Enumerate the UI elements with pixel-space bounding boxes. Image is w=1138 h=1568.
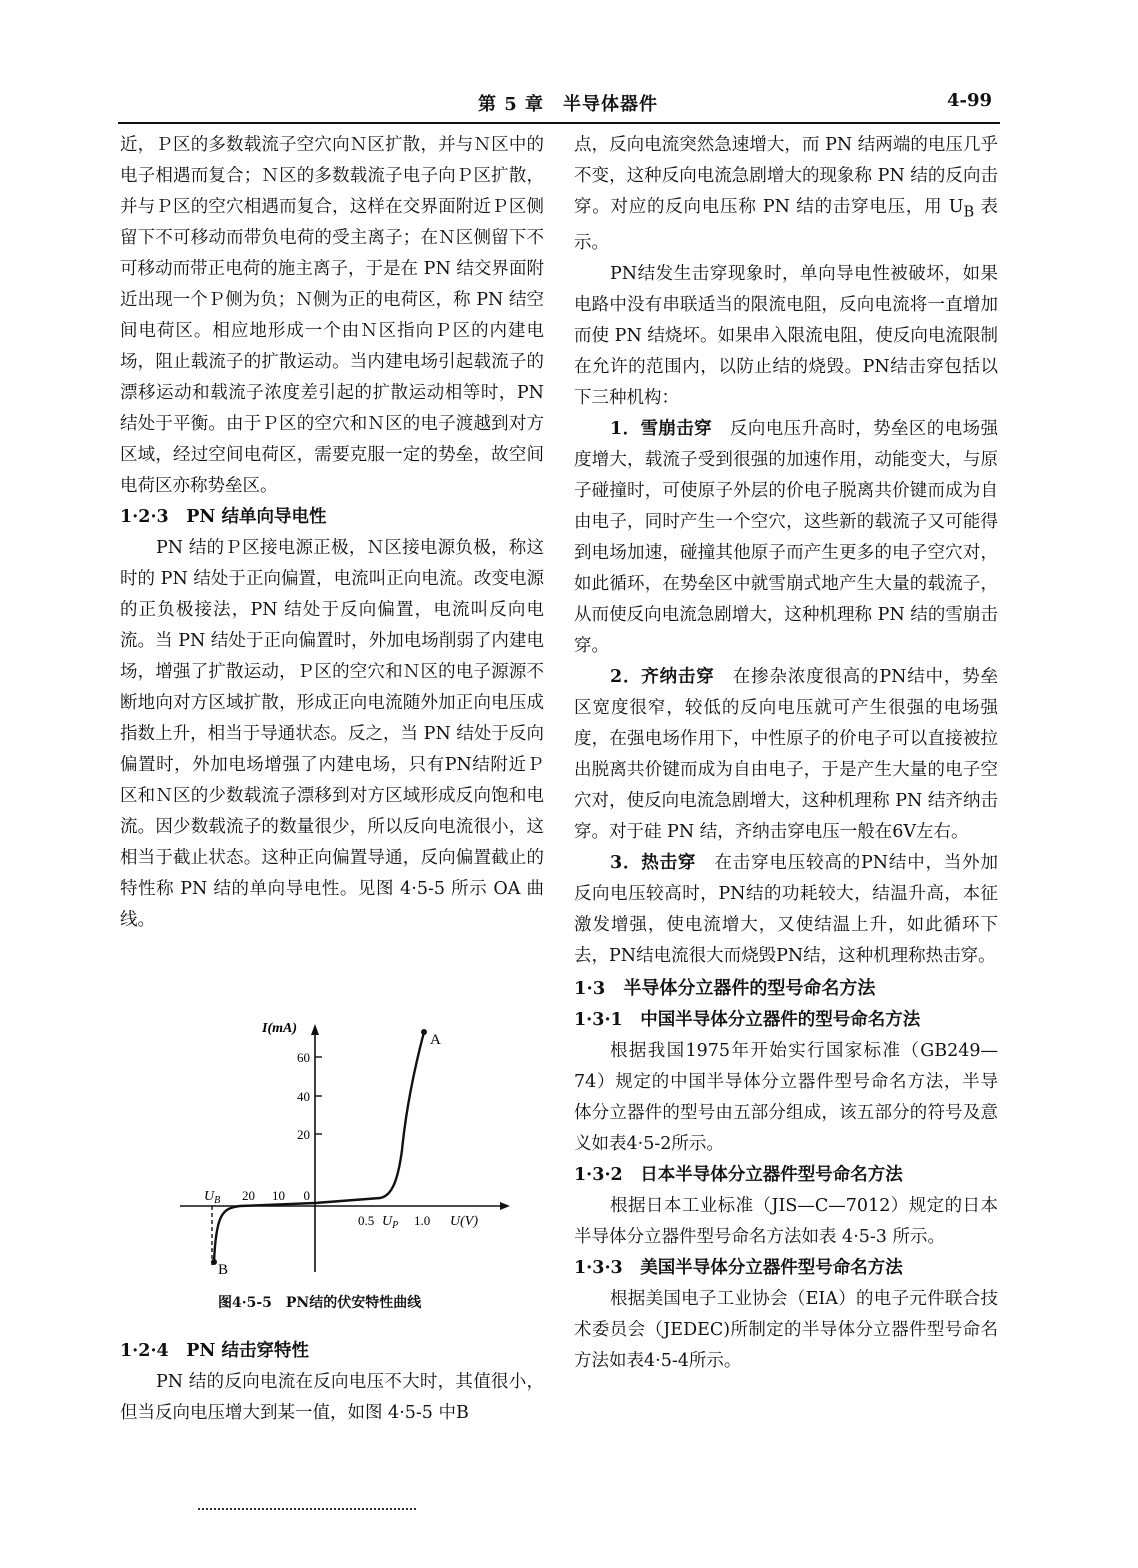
right-paragraph-japan: 根据日本工业标准（JIS—C—7012）规定的日本半导体分立器件型号命名方法如表 4·5-3 所示。 [574, 1195, 998, 1247]
y-tick-label-60: 60 [297, 1050, 310, 1065]
right-p1-text: 点，反向电流突然急速增大，而 PN 结两端的电压几乎不变，这种反向电流急剧增大的现象称 PN 结的反向击穿。对应的反向电压称 PN 结的击穿电压，用 U [574, 135, 998, 217]
left-paragraph-1: 近，Ｐ区的多数载流子空穴向Ｎ区扩散，并与Ｎ区中的电子相遇而复合；Ｎ区的多数载流子电子向Ｐ区扩散，并与Ｐ区的空穴相遇而复合，这样在交界面附近Ｐ区侧留下不可移动而带负电荷的受主离子；在Ｎ区侧留下不可移动而带正电荷的施主离子，于是在 PN 结交界面附近出现一个Ｐ侧为负；Ｎ侧为正的电荷区，称 PN 结空间电荷区。相应地形成一个由Ｎ区指向Ｐ区的内建电场，阻止载流子的扩散运动。当内建电场引起载流子的漂移运动和载流子浓度差引起的扩散运动相等时，PN 结处于平衡。由于Ｐ区的空穴和Ｎ区的电子渡越到对方区域，经过空间电荷区，需要克服一定的势垒，故空间电荷区亦称势垒区。 [120, 135, 544, 496]
x-pos-label-0-5: 0.5 [358, 1213, 375, 1228]
y-axis-arrow [311, 1024, 319, 1035]
figure-caption: 图4·5-5 PN结的伏安特性曲线 [218, 1295, 422, 1311]
x-pos-label-1-0: 1.0 [414, 1213, 431, 1228]
page-number: 4-99 [946, 90, 992, 111]
section-heading-1-2-4: 1·2·4 PN 结击穿特性 [120, 1341, 309, 1361]
point-b-marker [211, 1259, 217, 1265]
iv-curve-svg [170, 1010, 510, 1280]
x-neg-label-ub [204, 1189, 220, 1206]
x-neg-label-10: 10 [272, 1188, 285, 1203]
ub-main: U [204, 1189, 215, 1204]
ub-subscript: B [963, 203, 975, 221]
x-axis-label: U(V) [450, 1214, 478, 1229]
page-header [118, 90, 998, 120]
right-column [574, 130, 998, 1377]
left-column-bottom [120, 1336, 544, 1429]
zener-lead: 2．齐纳击穿 [610, 666, 715, 687]
avalanche-text: 反向电压升高时，势垒区的电场强度增大，载流子受到很强的加速作用，动能变大，与原子碰撞时，可使原子外层的价电子脱离共价键而成为自由电子，同时产生一个空穴，这些新的载流子又可能得到电场加速，碰撞其他原子而产生更多的电子空穴对，如此循环，在势垒区中就雪崩式地产生大量的载流子，从而使反向电流急剧增大，这种机理称 PN 结的雪崩击穿。 [574, 418, 998, 656]
y-tick-label-40: 40 [297, 1089, 310, 1104]
x-pos-label-up [382, 1214, 398, 1231]
header-rule [118, 122, 1000, 124]
section-heading-1-3-2: 1·3·2 日本半导体分立器件型号命名方法 [574, 1164, 903, 1185]
avalanche-lead: 1．雪崩击穿 [610, 418, 713, 439]
left-column [120, 130, 544, 936]
up-sub: P [392, 1220, 399, 1231]
up-main: U [382, 1214, 393, 1229]
right-paragraph-china: 根据我国1975年开始实行国家标准（GB249—74）规定的中国半导体分立器件型号命名方法，半导体分立器件的型号由五部分组成，该五部分的符号及意义如表4·5-2所示。 [574, 1040, 998, 1154]
origin-label: 0 [303, 1188, 310, 1203]
x-axis-arrow [500, 1202, 510, 1210]
zener-paragraph [574, 662, 998, 848]
section-heading-1-2-3: 1·2·3 PN 结单向导电性 [120, 507, 327, 527]
left-paragraph-3: PN 结的反向电流在反向电压不大时，其值很小，但当反向电压增大到某一值，如图 4·5-5 中B [120, 1372, 544, 1423]
right-paragraph-1 [574, 130, 998, 259]
point-a-label: A [430, 1032, 441, 1048]
thermal-text: 在击穿电压较高的PN结中，当外加反向电压较高时，PN结的功耗较大，结温升高，本征激发增强，使电流增大，又使结温上升，如此循环下去，PN结电流很大而烧毁PN结，这种机理称热击穿。 [574, 852, 998, 966]
section-heading-1-3-3: 1·3·3 美国半导体分立器件型号命名方法 [574, 1257, 903, 1278]
point-a-marker [421, 1029, 427, 1035]
right-paragraph-usa: 根据美国电子工业协会（EIA）的电子元件联合技术委员会（JEDEC)所制定的半导体分立器件型号命名方法如表4·5-4所示。 [574, 1288, 998, 1371]
right-p1-end: 表示。 [574, 197, 998, 253]
ub-sub: B [214, 1195, 221, 1206]
left-paragraph-2: PN 结的Ｐ区接电源正极，Ｎ区接电源负极，称这时的 PN 结处于正向偏置，电流叫正向电流。改变电源的正负极接法，PN 结处于反向偏置，电流叫反向电流。当 PN 结处于正向偏置时，外加电场削弱了内建电场，增强了扩散运动，Ｐ区的空穴和Ｎ区的电子源源不断地向对方区域扩散，形成正向电流随外加正向电压成指数上升，相当于导通状态。反之，当 PN 结处于反向偏置时，外加电场增强了内建电场，只有PN结附近Ｐ区和Ｎ区的少数载流子漂移到对方区域形成反向饱和电流。因少数载流子的数量很少，所以反向电流很小，这相当于截止状态。这种正向偏置导通，反向偏置截止的特性称 PN 结的单向导电性。见图 4·5-5 所示 OA 曲线。 [120, 538, 544, 930]
y-tick-label-20: 20 [297, 1127, 310, 1142]
section-heading-1-3: 1·3 半导体分立器件的型号命名方法 [574, 977, 876, 999]
chapter-title: 第 5 章 半导体器件 [478, 94, 659, 115]
right-paragraph-2: PN结发生击穿现象时，单向导电性被破坏，如果电路中没有串联适当的限流电阻，反向电流将一直增加而使 PN 结烧坏。如果串入限流电阻，使反向电流限制在允许的范围内，以防止结的烧毁。PN结击穿包括以下三种机构： [574, 263, 998, 408]
zener-text: 在掺杂浓度很高的PN结中，势垒区宽度很窄，较低的反向电压就可产生很强的电场强度，在强电场作用下，中性原子的价电子可以直接被拉出脱离共价键而成为自由电子，于是产生大量的电子空穴对，使反向电流急剧增大，这种机理称 PN 结齐纳击穿。对于硅 PN 结，齐纳击穿电压一般在6V左右。 [574, 666, 998, 842]
thermal-paragraph [574, 848, 998, 972]
footer-dotted-line [198, 1508, 416, 1510]
avalanche-paragraph [574, 414, 998, 662]
iv-curve-figure [170, 1010, 510, 1280]
section-heading-1-3-1: 1·3·1 中国半导体分立器件的型号命名方法 [574, 1009, 921, 1030]
point-b-label: B [218, 1262, 229, 1278]
y-axis-label: I(mA) [262, 1021, 297, 1036]
thermal-lead: 3．热击穿 [610, 852, 697, 873]
x-neg-label-20: 20 [242, 1188, 255, 1203]
